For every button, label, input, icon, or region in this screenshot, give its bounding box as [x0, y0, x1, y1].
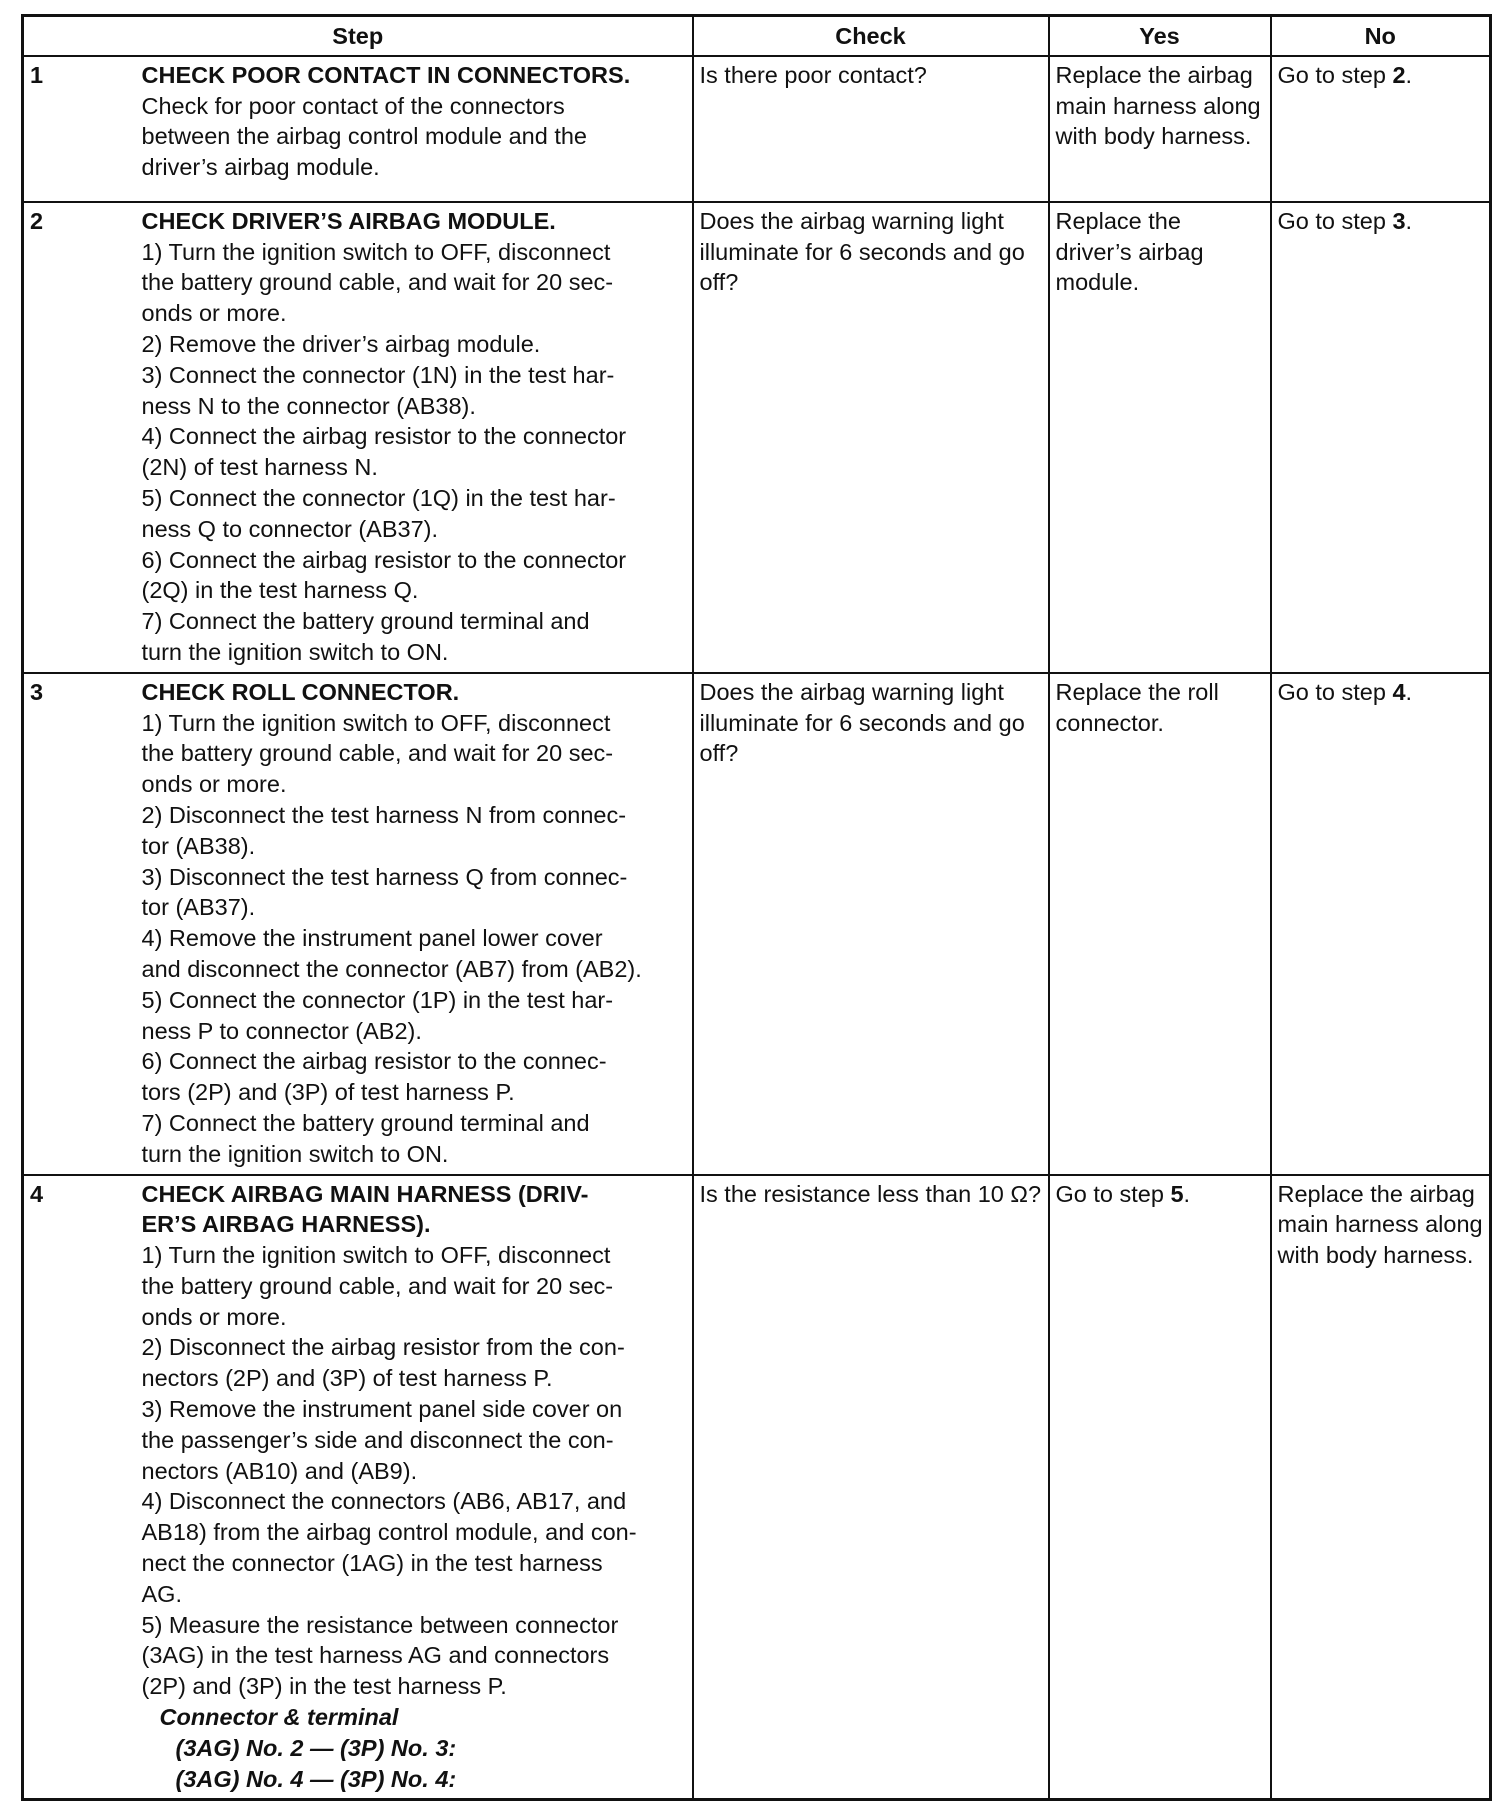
step-line: 2) Remove the driver’s airbag module.	[141, 330, 541, 357]
step-line: ness N to the connector (AB38).	[141, 392, 476, 419]
diagnostic-procedure-page	[21, 14, 1483, 1801]
table-row	[23, 1175, 1491, 1800]
step-line: the battery ground cable, and wait for 20 sec-	[141, 740, 614, 767]
step-line: 1) Turn the ignition switch to OFF, disconnect	[141, 709, 611, 736]
step-line: turn the ignition switch to ON.	[141, 1140, 449, 1167]
step-line: AB18) from the airbag control module, and con-	[141, 1519, 637, 1546]
yes-cell: Replace the airbag main harness along with body harness.	[1049, 56, 1271, 202]
step-line: ness Q to connector (AB37).	[141, 515, 439, 542]
check-cell: Is the resistance less than 10 Ω?	[693, 1175, 1049, 1800]
step-line: 2) Disconnect the airbag resistor from the con-	[141, 1334, 625, 1361]
step-description	[138, 56, 693, 202]
no-suffix: .	[1405, 207, 1413, 234]
yes-cell: Replace the roll connector.	[1049, 673, 1271, 1175]
step-description	[138, 202, 693, 673]
step-line: between the airbag control module and the	[141, 123, 588, 150]
yes-text: Go to step	[1055, 1180, 1171, 1207]
table-row	[23, 202, 1491, 673]
step-description	[138, 673, 693, 1175]
step-number: 1	[23, 56, 138, 202]
step-line: 3) Remove the instrument panel side cover on	[141, 1396, 623, 1423]
spec-line: (3AG) No. 2 — (3P) No. 3:	[175, 1734, 457, 1761]
step-line: 3) Connect the connector (1N) in the test har-	[141, 361, 615, 388]
no-text: Go to step	[1277, 61, 1393, 88]
yes-cell: Replace the driver’s airbag module.	[1049, 202, 1271, 673]
no-text: Go to step	[1277, 207, 1393, 234]
step-line: 1) Turn the ignition switch to OFF, disconnect	[141, 238, 611, 265]
header-check: Check	[693, 16, 1049, 56]
step-line: 7) Connect the battery ground terminal and	[141, 608, 590, 635]
step-line: tor (AB38).	[141, 832, 256, 859]
table-row	[23, 673, 1491, 1175]
step-title-line: CHECK AIRBAG MAIN HARNESS (DRIV-	[141, 1180, 589, 1207]
step-title: CHECK POOR CONTACT IN CONNECTORS.	[141, 61, 631, 88]
step-line: (2N) of test harness N.	[141, 454, 378, 481]
step-title: CHECK ROLL CONNECTOR.	[141, 678, 460, 705]
no-suffix: .	[1405, 678, 1413, 705]
step-line: nectors (AB10) and (AB9).	[141, 1457, 418, 1484]
step-line: driver’s airbag module.	[141, 154, 380, 181]
step-line: the battery ground cable, and wait for 20 sec-	[141, 269, 614, 296]
step-line: the passenger’s side and disconnect the con-	[141, 1426, 614, 1453]
step-line: 6) Connect the airbag resistor to the connector	[141, 546, 627, 573]
step-reference: 5	[1170, 1180, 1184, 1207]
step-number: 2	[23, 202, 138, 673]
step-reference: 2	[1392, 61, 1406, 88]
spec-heading: Connector & terminal	[159, 1704, 399, 1731]
step-line: nect the connector (1AG) in the test harness	[141, 1550, 603, 1577]
step-line: 3) Disconnect the test harness Q from connec-	[141, 863, 628, 890]
step-line: onds or more.	[141, 1303, 287, 1330]
step-title: CHECK DRIVER’S AIRBAG MODULE.	[141, 207, 556, 234]
step-title-line: ER’S AIRBAG HARNESS).	[141, 1211, 431, 1238]
step-line: 4) Remove the instrument panel lower cover	[141, 925, 603, 952]
step-line: 4) Connect the airbag resistor to the connector	[141, 423, 627, 450]
header-no: No	[1271, 16, 1491, 56]
diagnostic-table	[21, 14, 1492, 1801]
no-cell	[1271, 56, 1491, 202]
step-line: turn the ignition switch to ON.	[141, 638, 449, 665]
table-row	[23, 56, 1491, 202]
step-line: ness P to connector (AB2).	[141, 1017, 422, 1044]
check-cell: Is there poor contact?	[693, 56, 1049, 202]
check-cell: Does the airbag warning light illuminate for 6 seconds and go off?	[693, 673, 1049, 1175]
step-number: 4	[23, 1175, 138, 1800]
step-line: (2Q) in the test harness Q.	[141, 577, 419, 604]
step-line: (3AG) in the test harness AG and connectors	[141, 1642, 610, 1669]
step-line: and disconnect the connector (AB7) from (AB2).	[141, 955, 642, 982]
step-line: 1) Turn the ignition switch to OFF, disconnect	[141, 1242, 611, 1269]
step-line: 5) Connect the connector (1P) in the test har-	[141, 986, 614, 1013]
step-line: 7) Connect the battery ground terminal and	[141, 1109, 590, 1136]
step-line: 6) Connect the airbag resistor to the connec-	[141, 1048, 607, 1075]
step-line: Check for poor contact of the connectors	[141, 92, 565, 119]
no-cell	[1271, 202, 1491, 673]
step-line: tor (AB37).	[141, 894, 256, 921]
header-step: Step	[23, 16, 693, 56]
table-header-row	[23, 16, 1491, 56]
no-cell: Replace the airbag main harness along with body harness.	[1271, 1175, 1491, 1800]
step-line: AG.	[141, 1580, 182, 1607]
step-reference: 4	[1392, 678, 1406, 705]
step-line: the battery ground cable, and wait for 20 sec-	[141, 1272, 614, 1299]
step-line: 4) Disconnect the connectors (AB6, AB17, and	[141, 1488, 627, 1515]
step-line: (2P) and (3P) in the test harness P.	[141, 1673, 507, 1700]
spec-line: (3AG) No. 4 — (3P) No. 4:	[175, 1765, 457, 1792]
step-line: 2) Disconnect the test harness N from connec-	[141, 801, 627, 828]
step-number: 3	[23, 673, 138, 1175]
no-text: Go to step	[1277, 678, 1393, 705]
step-line: tors (2P) and (3P) of test harness P.	[141, 1079, 515, 1106]
step-reference: 3	[1392, 207, 1406, 234]
check-cell: Does the airbag warning light illuminate for 6 seconds and go off?	[693, 202, 1049, 673]
header-yes: Yes	[1049, 16, 1271, 56]
no-suffix: .	[1405, 61, 1413, 88]
step-line: 5) Connect the connector (1Q) in the test har-	[141, 484, 616, 511]
step-line: 5) Measure the resistance between connector	[141, 1611, 619, 1638]
step-line: onds or more.	[141, 300, 287, 327]
step-line: nectors (2P) and (3P) of test harness P.	[141, 1365, 553, 1392]
no-cell	[1271, 673, 1491, 1175]
step-description	[138, 1175, 693, 1800]
yes-suffix: .	[1183, 1180, 1191, 1207]
step-line: onds or more.	[141, 771, 287, 798]
yes-cell	[1049, 1175, 1271, 1800]
